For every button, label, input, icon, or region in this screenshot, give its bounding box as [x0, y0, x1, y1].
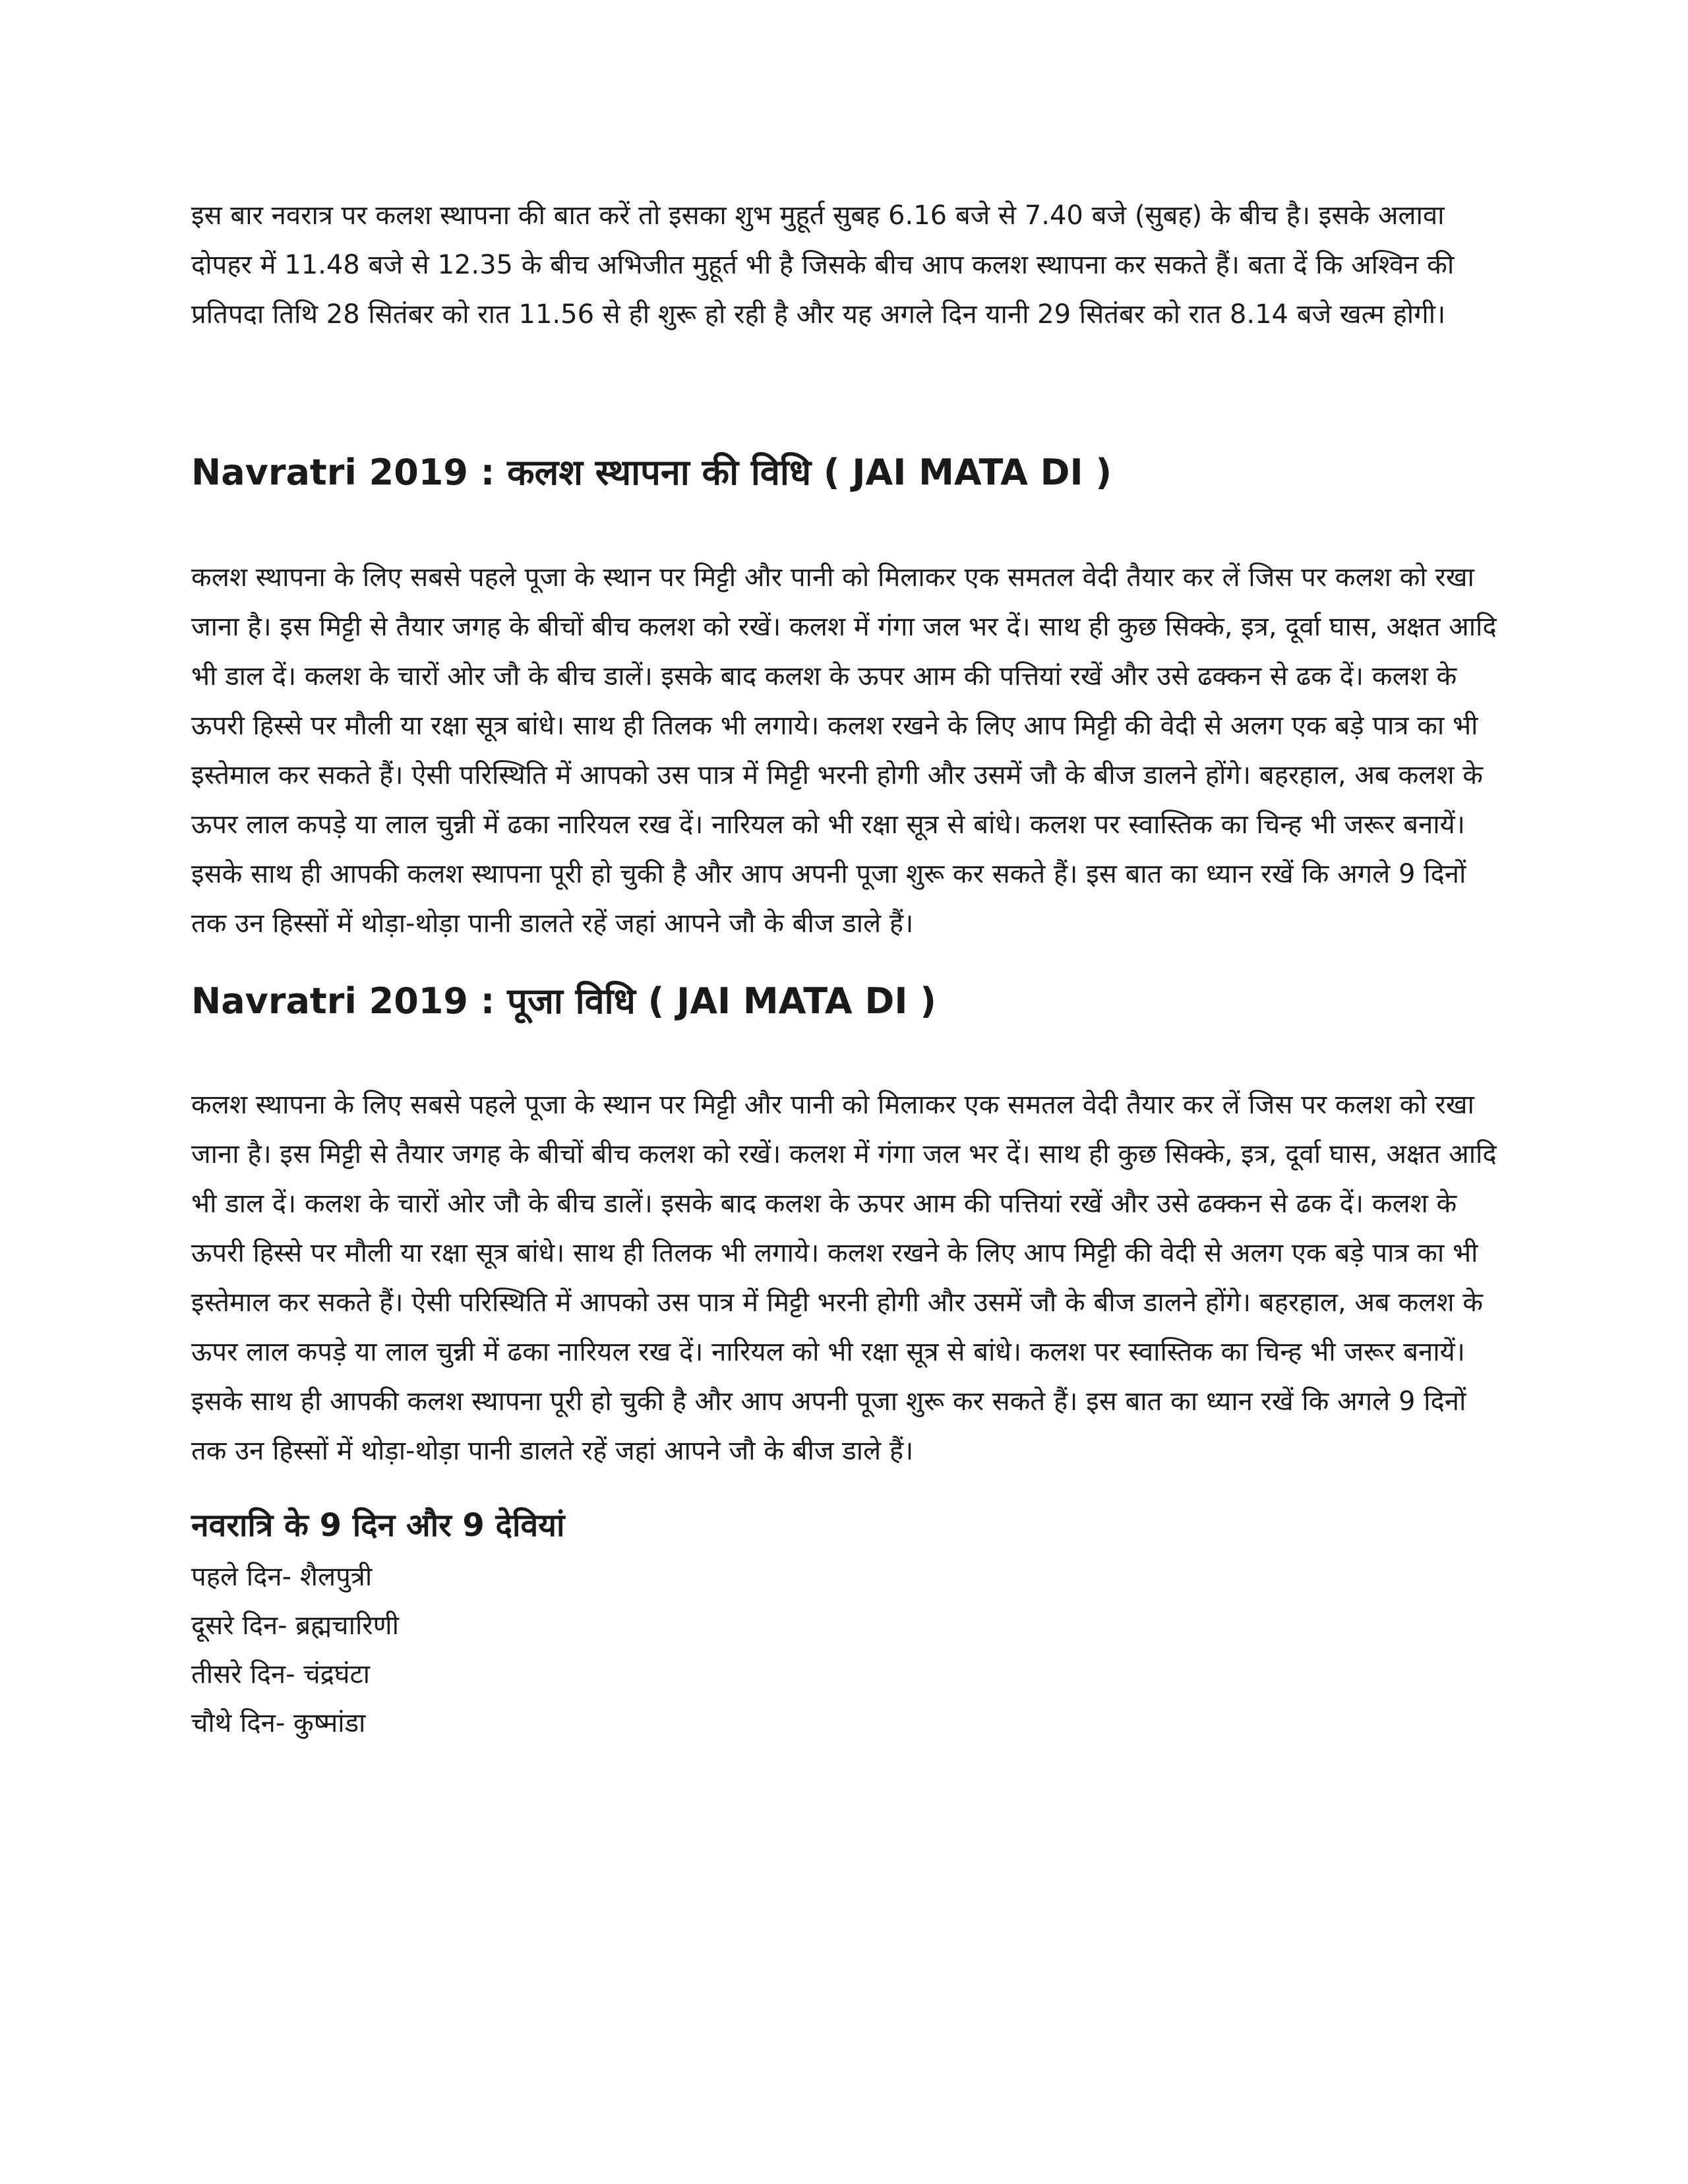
list-item: पहले दिन- शैलपुत्री	[191, 1562, 373, 1592]
kalash-sthapana-paragraph: कलश स्थापना के लिए सबसे पहले पूजा के स्थान पर मिट्टी और पानी को मिलाकर एक समतल वेदी तैयार कर लें जिस पर कलश को रखा जाना है। इस मिट्टी से तैयार जगह के बीचों बीच कलश को रखें। कलश में गंगा जल भर दें। साथ ही कुछ सिक्के, इत्र, दूर्वा घास, अक्षत आदि भी डाल दें। कलश के चारों ओर जौ के बीच डालें। इसके बाद कलश के ऊपर आम की पत्तियां रखें और उसे ढक्कन से ढक दें। कलश के ऊपरी हिस्से पर मौली या रक्षा सूत्र बांधे। साथ ही तिलक भी लगाये। कलश रखने के लिए आप मिट्टी की वेदी से अलग एक बड़े पात्र का भी इस्तेमाल कर सकते हैं। ऐसी परिस्थिति में आपको उस पात्र में मिट्टी भरनी होगी और उसमें जौ के बीज डालने होंगे। बहरहाल, अब कलश के ऊपर लाल कपड़े या लाल चुन्नी में ढका नारियल रख दें। नारियल को भी रक्षा सूत्र से बांधे। कलश पर स्वास्तिक का चिन्ह भी जरूर बनायें। इसके साथ ही आपकी कलश स्थापना पूरी हो चुकी है और आप अपनी पूजा शुरू कर सकते हैं। इस बात का ध्यान रखें कि अगले 9 दिनों तक उन हिस्सों में थोड़ा-थोड़ा पानी डालते रहें जहां आपने जौ के बीज डाले हैं।	[191, 562, 1497, 939]
list-item: तीसरे दिन- चंद्रघंटा	[191, 1659, 371, 1690]
document-page	[191, 191, 1503, 1748]
puja-vidhi-heading: Navratri 2019 : पूजा विधि ( JAI MATA DI )	[191, 980, 936, 1022]
list-item: दूसरे दिन- ब्रह्मचारिणी	[191, 1610, 399, 1641]
intro-paragraph: इस बार नवरात्र पर कलश स्थापना की बात करें तो इसका शुभ मुहूर्त सुबह 6.16 बजे से 7.40 बजे (सुबह) के बीच है। इसके अलावा दोपहर में 11.48 बजे से 12.35 के बीच अभिजीत मुहूर्त भी है जिसके बीच आप कलश स्थापना कर सकते हैं। बता दें कि अश्विन की प्रतिपदा तिथि 28 सितंबर को रात 11.56 से ही शुरू हो रही है और यह अगले दिन यानी 29 सितंबर को रात 8.14 बजे खत्म होगी।	[191, 200, 1455, 330]
puja-vidhi-paragraph: कलश स्थापना के लिए सबसे पहले पूजा के स्थान पर मिट्टी और पानी को मिलाकर एक समतल वेदी तैयार कर लें जिस पर कलश को रखा जाना है। इस मिट्टी से तैयार जगह के बीचों बीच कलश को रखें। कलश में गंगा जल भर दें। साथ ही कुछ सिक्के, इत्र, दूर्वा घास, अक्षत आदि भी डाल दें। कलश के चारों ओर जौ के बीच डालें। इसके बाद कलश के ऊपर आम की पत्तियां रखें और उसे ढक्कन से ढक दें। कलश के ऊपरी हिस्से पर मौली या रक्षा सूत्र बांधे। साथ ही तिलक भी लगाये। कलश रखने के लिए आप मिट्टी की वेदी से अलग एक बड़े पात्र का भी इस्तेमाल कर सकते हैं। ऐसी परिस्थिति में आपको उस पात्र में मिट्टी भरनी होगी और उसमें जौ के बीज डालने होंगे। बहरहाल, अब कलश के ऊपर लाल कपड़े या लाल चुन्नी में ढका नारियल रख दें। नारियल को भी रक्षा सूत्र से बांधे। कलश पर स्वास्तिक का चिन्ह भी जरूर बनायें। इसके साथ ही आपकी कलश स्थापना पूरी हो चुकी है और आप अपनी पूजा शुरू कर सकते हैं। इस बात का ध्यान रखें कि अगले 9 दिनों तक उन हिस्सों में थोड़ा-थोड़ा पानी डालते रहें जहां आपने जौ के बीज डाले हैं।	[191, 1090, 1497, 1466]
list-item: चौथे दिन- कुष्मांडा	[191, 1708, 366, 1738]
kalash-sthapana-heading: Navratri 2019 : कलश स्थापना की विधि ( JAI MATA DI )	[191, 452, 1112, 493]
nine-days-heading: नवरात्रि के 9 दिन और 9 देवियां	[191, 1507, 565, 1544]
nine-days-list	[191, 1552, 1503, 1748]
